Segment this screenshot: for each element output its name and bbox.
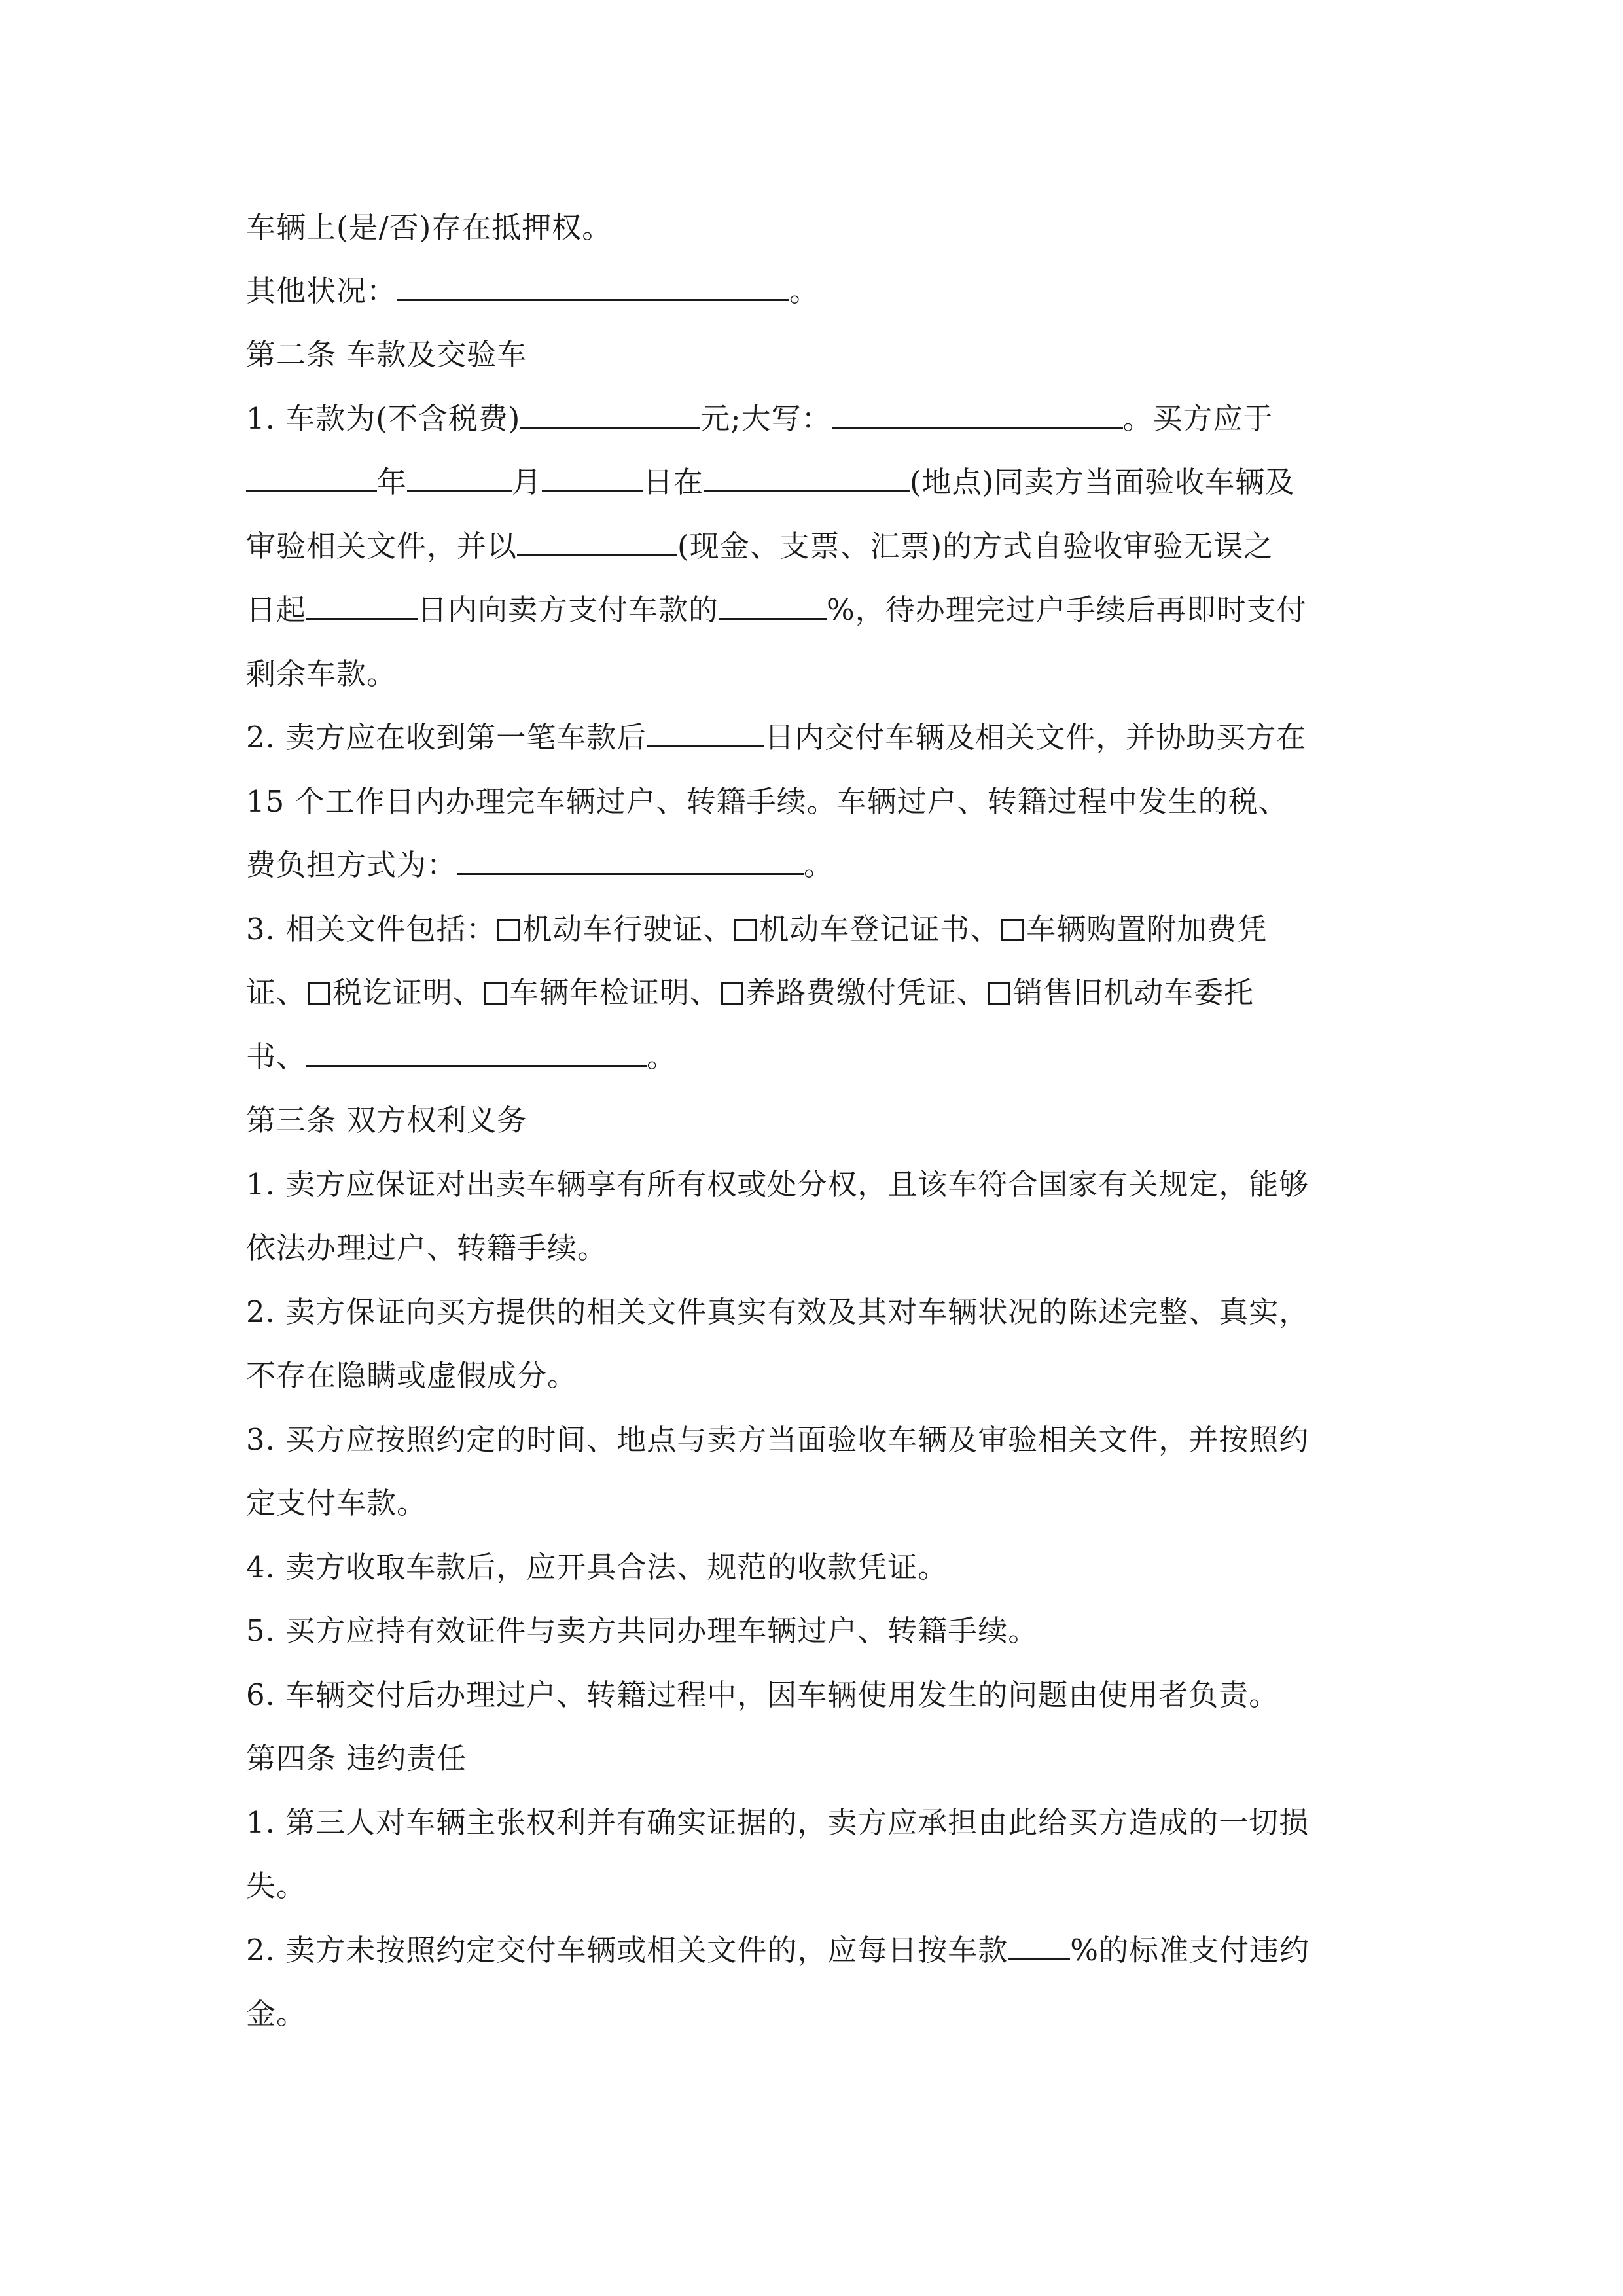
text-line — [246, 1037, 677, 1077]
mortgage-status-text: 车辆上(是/否)存在抵押权。 — [246, 210, 613, 245]
text-fragment: 依法办理过户、转籍手续。 — [246, 1230, 608, 1265]
annual-inspection-checkbox[interactable] — [484, 982, 507, 1005]
text-line — [246, 1676, 1279, 1715]
section-heading-article-3: 第三条 双方权利义务 — [246, 1103, 527, 1138]
price-amount-blank[interactable] — [520, 401, 700, 429]
text-fragment: 1. 卖方应保证对出卖车辆享有所有权或处分权，且该车符合国家有关规定，能够 — [246, 1167, 1310, 1202]
punctuation: 。 — [804, 848, 834, 882]
price-words-label: 元;大写： — [700, 401, 832, 436]
text-line — [246, 527, 1274, 566]
price-label: 1. 车款为(不含税费) — [246, 401, 521, 436]
penalty-percent-blank[interactable] — [1008, 1932, 1070, 1960]
text-fragment: 2. 卖方未按照约定交付车辆或相关文件的，应每日按车款 — [246, 1933, 1008, 1967]
text-line — [246, 590, 1307, 630]
text-fragment: 3. 买方应按照约定的时间、地点与卖方当面验收车辆及审验相关文件，并按照约 — [246, 1422, 1310, 1457]
driving-license-checkbox[interactable] — [497, 919, 520, 941]
text-line — [246, 399, 1274, 439]
text-fragment: 2. 卖方保证向买方提供的相关文件真实有效及其对车辆状况的陈述完整、真实， — [246, 1295, 1310, 1329]
text-fragment: %的标准支付违约 — [1070, 1933, 1310, 1967]
month-label: 月 — [512, 465, 543, 499]
text-line — [246, 973, 1254, 1013]
text-fragment: 4. 卖方收取车款后，应开具合法、规范的收款凭证。 — [246, 1550, 948, 1585]
text-line — [246, 655, 397, 694]
text-fragment: (地点)同卖方当面验收车辆及 — [910, 465, 1296, 499]
checkbox-label: 车辆购置附加费凭 — [1026, 912, 1268, 946]
text-line — [246, 208, 612, 247]
sale-authorization-checkbox[interactable] — [988, 982, 1010, 1005]
text-line — [246, 1356, 577, 1395]
text-line — [246, 910, 1267, 949]
text-fragment: 。买方应于 — [1122, 401, 1274, 436]
text-fragment: 金。 — [246, 1996, 307, 2031]
other-documents-blank[interactable] — [306, 1039, 647, 1067]
text-line — [246, 1548, 948, 1587]
text-fragment: 5. 买方应持有效证件与卖方共同办理车辆过户、转籍手续。 — [246, 1613, 1039, 1648]
tax-certificate-checkbox[interactable] — [308, 982, 330, 1005]
text-fragment: %，待办理完过户手续后再即时支付 — [827, 592, 1307, 627]
checkbox-label: 养路费缴付凭证、 — [746, 975, 988, 1010]
day-label: 日在 — [643, 465, 704, 499]
text-fragment: 审验相关文件，并以 — [246, 529, 518, 564]
text-fragment: 1. 第三人对车辆主张权利并有确实证据的，卖方应承担由此给买方造成的一切损 — [246, 1805, 1310, 1840]
month-blank[interactable] — [407, 464, 512, 492]
documents-label: 3. 相关文件包括： — [246, 912, 497, 946]
year-blank[interactable] — [246, 464, 377, 492]
payment-days-blank[interactable] — [306, 592, 418, 620]
text-fragment: 定支付车款。 — [246, 1486, 427, 1520]
text-line — [246, 272, 819, 311]
road-fee-checkbox[interactable] — [721, 982, 743, 1005]
day-blank[interactable] — [542, 464, 643, 492]
text-line — [246, 782, 1289, 821]
checkbox-label: 税讫证明、 — [332, 975, 484, 1010]
text-line — [246, 1931, 1310, 1970]
text-line — [246, 1484, 427, 1523]
other-status-label: 其他状况： — [246, 274, 397, 308]
text-line — [246, 1611, 1038, 1651]
text-fragment: (现金、支票、汇票)的方式自验收审验无误之 — [677, 529, 1274, 564]
text-fragment: 失。 — [246, 1869, 307, 1903]
payment-method-blank[interactable] — [517, 528, 677, 556]
location-blank[interactable] — [704, 464, 910, 492]
text-line — [246, 1420, 1309, 1460]
delivery-days-blank[interactable] — [647, 719, 764, 747]
checkbox-label: 车辆年检证明、 — [509, 975, 721, 1010]
text-fragment: 2. 卖方应在收到第一笔车款后 — [246, 720, 647, 755]
text-fragment: 证、 — [246, 975, 307, 1010]
text-fragment: 15 个工作日内办理完车辆过户、转籍手续。车辆过户、转籍过程中发生的税、 — [246, 784, 1289, 819]
section-heading-article-4: 第四条 违约责任 — [246, 1741, 467, 1776]
text-fragment: 书、 — [246, 1039, 307, 1074]
section-heading-article-2: 第二条 车款及交验车 — [246, 337, 527, 372]
text-line — [246, 1994, 306, 2034]
year-label: 年 — [377, 465, 408, 499]
text-fragment: 日起 — [246, 592, 307, 627]
price-words-blank[interactable] — [832, 401, 1123, 429]
registration-certificate-checkbox[interactable] — [734, 919, 757, 941]
text-line — [246, 335, 527, 374]
text-line — [246, 1165, 1309, 1204]
text-line — [246, 1867, 306, 1906]
text-line — [246, 1739, 467, 1778]
text-line — [246, 846, 834, 885]
tax-burden-label: 费负担方式为： — [246, 848, 457, 882]
text-fragment: 6. 车辆交付后办理过户、转籍过程中，因车辆使用发生的问题由使用者负责。 — [246, 1677, 1279, 1712]
punctuation: 。 — [647, 1039, 677, 1074]
purchase-fee-checkbox[interactable] — [1001, 919, 1024, 941]
tax-burden-blank[interactable] — [457, 847, 804, 875]
text-fragment: 日内交付车辆及相关文件，并协助买方在 — [764, 720, 1307, 755]
checkbox-label: 机动车登记证书、 — [759, 912, 1001, 946]
text-line — [246, 1293, 1309, 1332]
checkbox-label: 销售旧机动车委托 — [1013, 975, 1255, 1010]
text-line — [246, 718, 1306, 757]
text-line — [246, 1101, 527, 1140]
text-fragment: 不存在隐瞒或虚假成分。 — [246, 1358, 578, 1393]
text-line — [246, 1803, 1309, 1842]
punctuation: 。 — [789, 274, 820, 308]
text-fragment: 日内向卖方支付车款的 — [418, 592, 719, 627]
other-status-blank[interactable] — [397, 273, 789, 301]
text-line — [246, 463, 1295, 502]
checkbox-label: 机动车行驶证、 — [522, 912, 734, 946]
payment-percent-blank[interactable] — [719, 592, 827, 620]
text-line — [246, 1229, 607, 1268]
text-fragment: 剩余车款。 — [246, 656, 397, 691]
